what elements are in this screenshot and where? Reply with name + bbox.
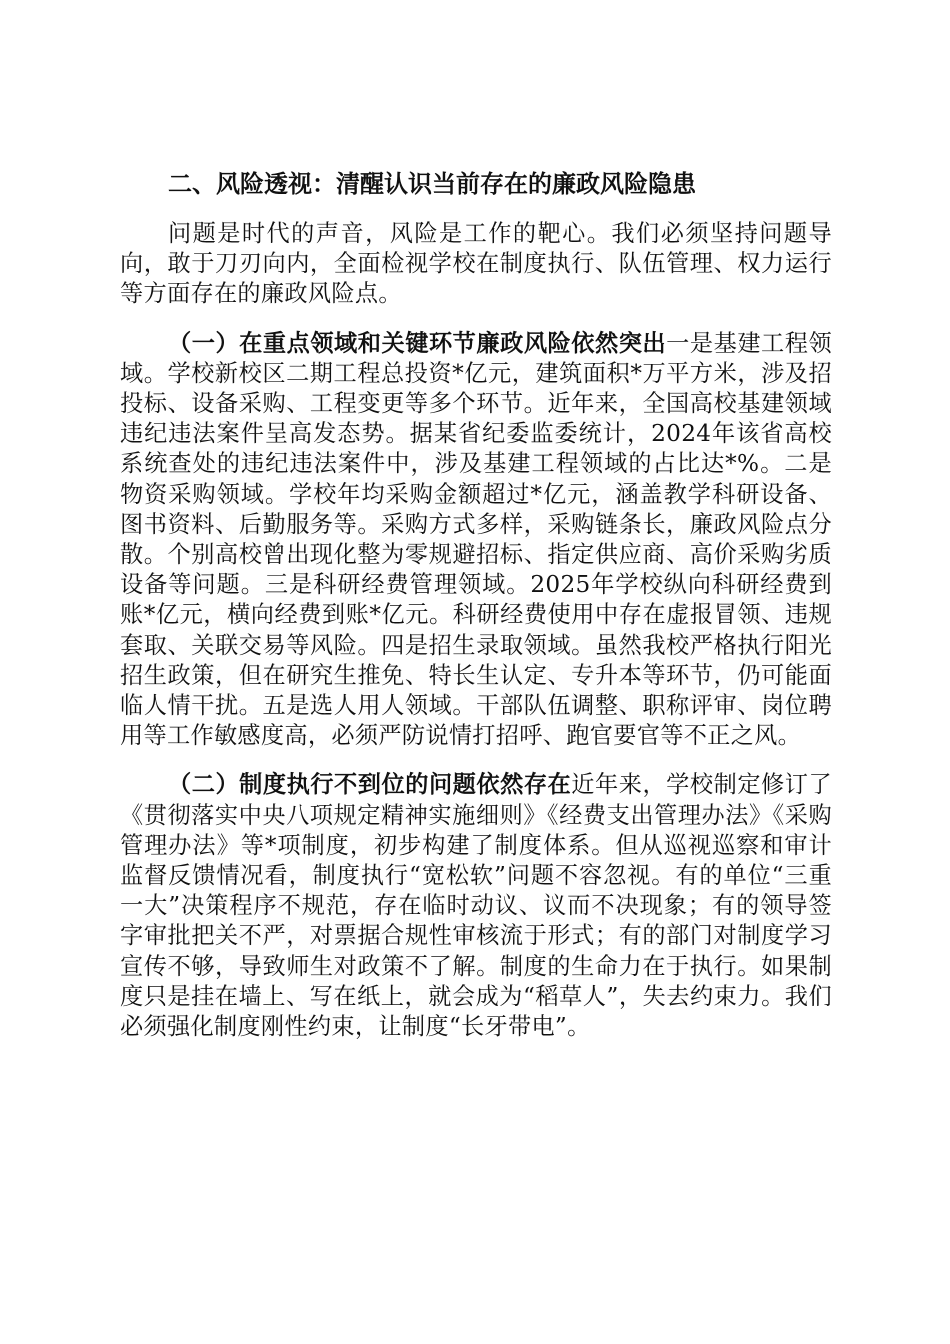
subsection-2-paragraph	[120, 770, 832, 1042]
subsection-2-heading: （二）制度执行不到位的问题依然存在	[168, 771, 572, 799]
subsection-2-body: 近年来，学校制定修订了《贯彻落实中央八项规定精神实施细则》《经费支出管理办法》《采购管理办法》等*项制度，初步构建了制度体系。但从巡视巡察和审计监督反馈情况看，制度执行“宽松软”问题不容忽视。有的单位“三重一大”决策程序不规范，存在临时动议、议而不决现象；有的领导签字审批把关不严，对票据合规性审核流于形式；有的部门对制度学习宣传不够，导致师生对政策不了解。制度的生命力在于执行。如果制度只是挂在墙上、写在纸上，就会成为“稻草人”，失去约束力。我们必须强化制度刚性约束，让制度“长牙带电”。	[120, 771, 832, 1041]
subsection-1-paragraph	[120, 329, 832, 752]
intro-paragraph: 问题是时代的声音，风险是工作的靶心。我们必须坚持问题导向，敢于刀刃向内，全面检视学校在制度执行、队伍管理、权力运行等方面存在的廉政风险点。	[120, 220, 832, 308]
section-title: 二、风险透视：清醒认识当前存在的廉政风险隐患	[168, 170, 696, 198]
document-page	[120, 166, 832, 1061]
subsection-1-body: 一是基建工程领域。学校新校区二期工程总投资*亿元，建筑面积*万平方米，涉及招投标、设备采购、工程变更等多个环节。近年来，全国高校基建领域违纪违法案件呈高发态势。据某省纪委监委统计，2024年该省高校系统查处的违纪违法案件中，涉及基建工程领域的占比达*%。二是物资采购领域。学校年均采购金额超过*亿元，涵盖教学科研设备、图书资料、后勤服务等。采购方式多样，采购链条长，廉政风险点分散。个别高校曾出现化整为零规避招标、指定供应商、高价采购劣质设备等问题。三是科研经费管理领域。2025年学校纵向科研经费到账*亿元，横向经费到账*亿元。科研经费使用中存在虚报冒领、违规套取、关联交易等风险。四是招生录取领域。虽然我校严格执行阳光招生政策，但在研究生推免、特长生认定、专升本等环节，仍可能面临人情干扰。五是选人用人领域。干部队伍调整、职称评审、岗位聘用等工作敏感度高，必须严防说情打招呼、跑官要官等不正之风。	[120, 329, 832, 750]
subsection-1-heading: （一）在重点领域和关键环节廉政风险依然突出	[168, 329, 667, 357]
